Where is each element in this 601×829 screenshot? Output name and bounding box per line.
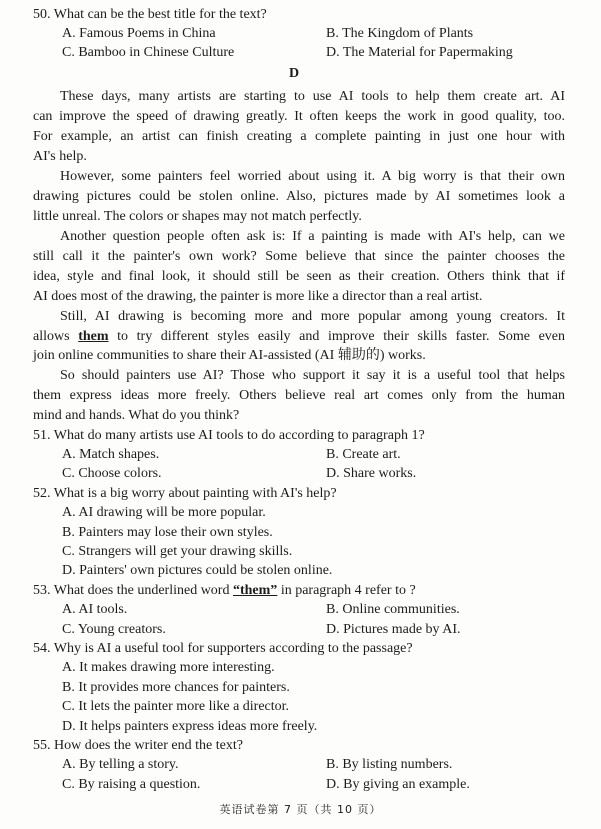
q52-option-b: B. Painters may lose their own styles.: [62, 525, 273, 540]
q53-option-a: A. AI tools.: [62, 602, 128, 617]
page-footer: 英语试卷第 7 页（共 10 页）: [219, 803, 382, 816]
passage-p3-line: Another question people often ask is: If a painting is made with AI's help, can we: [60, 229, 565, 244]
q55-stem: 55. How does the writer end the text?: [33, 738, 243, 753]
q50-option-c: C. Bamboo in Chinese Culture: [62, 45, 235, 60]
q50-option-b: B. The Kingdom of Plants: [326, 26, 474, 41]
passage-p1-line: For example, an artist can finish creating a complete painting in just one hour with: [33, 129, 565, 144]
q50-stem: 50. What can be the best title for the text?: [33, 7, 267, 22]
q53-option-c: C. Young creators.: [62, 622, 166, 637]
passage-p3-line: idea, style and final look, it should still be seen as their creation. Others think that if: [33, 269, 565, 284]
passage-p5-line: mind and hands. What do you think?: [33, 408, 240, 423]
passage-p4-line: [33, 328, 565, 347]
passage-p2-line: drawing pictures could be stolen online. Also, pictures made by AI sometimes look a: [33, 189, 565, 204]
q54-stem: 54. Why is AI a useful tool for supporters according to the passage?: [33, 641, 413, 656]
passage-p4-text: to try different styles easily and improve their skills faster. Some even: [117, 329, 565, 344]
q52-option-d: D. Painters' own pictures could be stolen online.: [62, 563, 333, 578]
q53-option-b: B. Online communities.: [326, 602, 460, 617]
q55-option-a: A. By telling a story.: [62, 757, 179, 772]
q53-option-d: D. Pictures made by AI.: [326, 622, 461, 637]
q52-option-a: A. AI drawing will be more popular.: [62, 505, 266, 520]
passage-p4-text: allows: [33, 329, 70, 344]
passage-p1-line: AI's help.: [33, 149, 87, 164]
underlined-word-them: them: [78, 329, 109, 344]
passage-p2-line: However, some painters feel worried about using it. A big worry is that their own: [60, 169, 565, 184]
passage-p5-line: So should painters use AI? Those who support it say it is a useful tool that helps: [60, 368, 565, 383]
q50-option-a: A. Famous Poems in China: [62, 26, 216, 41]
passage-p3-line: AI does most of the drawing, the painter is more like a director than a real artist.: [33, 289, 483, 304]
passage-p2-line: little unreal. The colors or shapes may not match perfectly.: [33, 209, 362, 224]
passage-p4-line: Still, AI drawing is becoming more and more popular among young creators. It: [60, 309, 565, 324]
q51-option-c: C. Choose colors.: [62, 466, 162, 481]
q54-option-d: D. It helps painters express ideas more freely.: [62, 719, 318, 734]
q52-stem: 52. What is a big worry about painting with AI's help?: [33, 486, 337, 501]
passage-p1-line: These days, many artists are starting to use AI tools to help them create art. AI: [60, 89, 565, 104]
q53-underlined-word: “them”: [232, 583, 278, 598]
passage-p4-line: join online communities to share their AI-assisted (AI 辅助的) works.: [33, 348, 426, 363]
passage-p3-line: still call it the painter's own work? Some believe that since the painter chooses the: [33, 249, 565, 264]
q51-stem: 51. What do many artists use AI tools to do according to paragraph 1?: [33, 428, 425, 443]
q54-option-a: A. It makes drawing more interesting.: [62, 660, 275, 675]
q55-option-b: B. By listing numbers.: [326, 757, 453, 772]
passage-p1-line: can improve the speed of drawing greatly. It often keeps the work in good quality, too.: [33, 109, 565, 124]
q51-option-b: B. Create art.: [326, 447, 401, 462]
q53-stem-text: 53. What does the underlined word: [33, 583, 230, 598]
q50-option-d: D. The Material for Papermaking: [326, 45, 513, 60]
q53-stem-text: in paragraph 4 refer to ?: [280, 583, 416, 598]
q53-stem: [33, 582, 416, 600]
q54-option-c: C. It lets the painter more like a director.: [62, 699, 290, 714]
section-heading: D: [289, 66, 300, 81]
q55-option-c: C. By raising a question.: [62, 777, 201, 792]
q51-option-d: D. Share works.: [326, 466, 417, 481]
q54-option-b: B. It provides more chances for painters.: [62, 680, 290, 695]
q52-option-c: C. Strangers will get your drawing skills.: [62, 544, 293, 559]
q51-option-a: A. Match shapes.: [62, 447, 160, 462]
passage-p5-line: them express ideas more freely. Others believe real art comes only from the human: [33, 388, 565, 403]
q55-option-d: D. By giving an example.: [326, 777, 470, 792]
